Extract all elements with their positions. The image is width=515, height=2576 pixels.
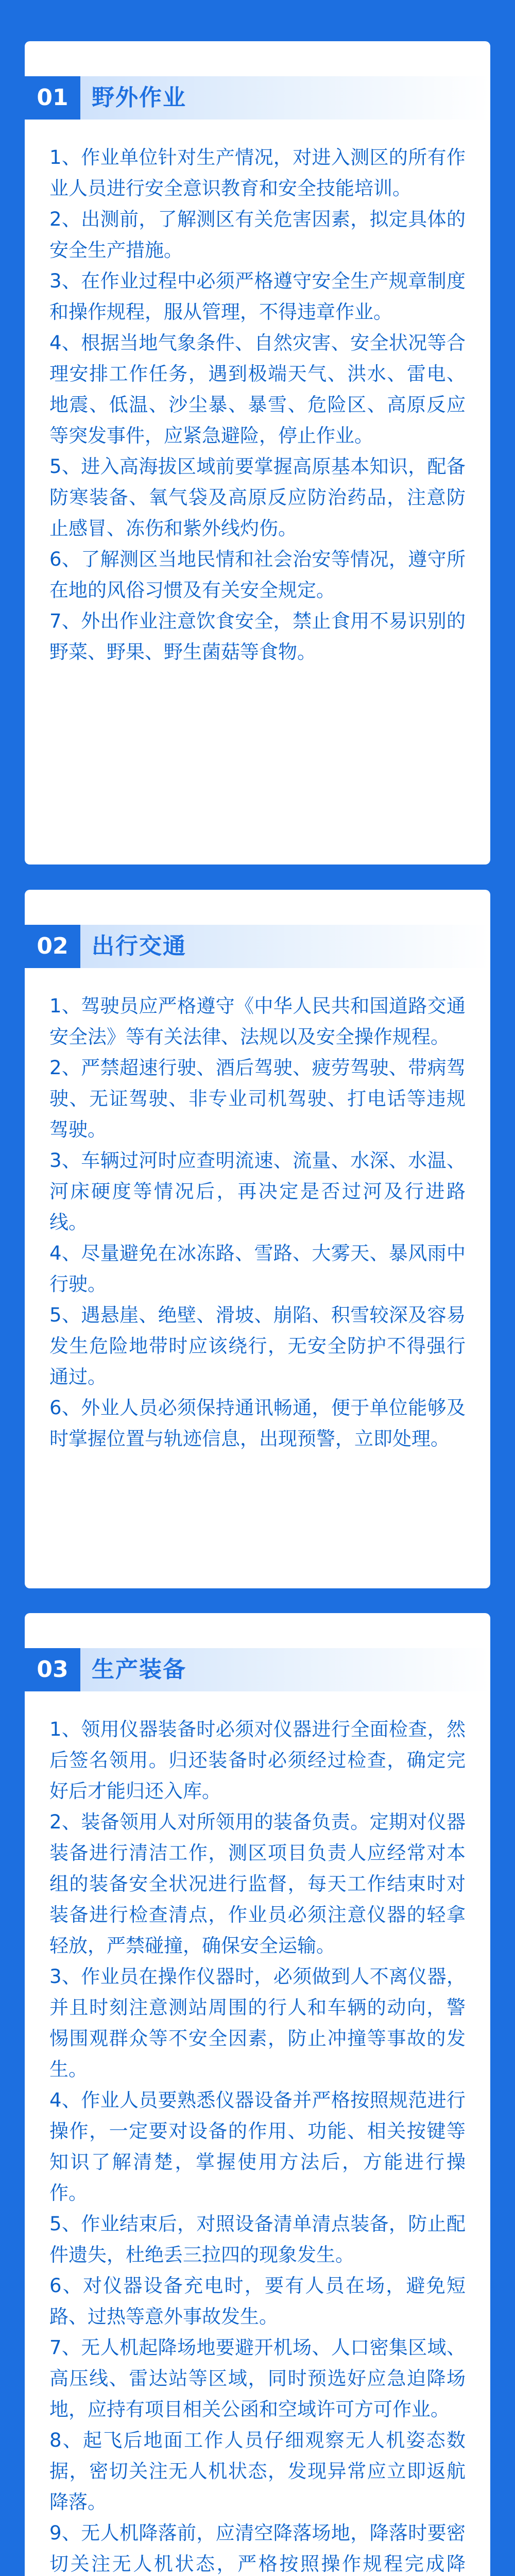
section-item-list [49,1714,466,2576]
section-item-list [49,142,466,668]
list-item: 9、无人机降落前，应清空降落场地，降落时要密切关注无人机状态，严格按照操作规程完成降 [49,2522,466,2575]
list-item: 8、起飞后地面工作人员仔细观察无人机姿态数据，密切关注无人机状态，发现异常应立即返航降落。 [49,2429,466,2513]
section-title: 出行交通 [92,933,186,959]
list-item: 3、作业员在操作仪器时，必须做到人不离仪器，并且时刻注意测站周围的行人和车辆的动向，警惕围观群众等不安全因素，防止冲撞等事故的发生。 [49,1965,466,2080]
list-item: 6、对仪器设备充电时，要有人员在场，避免短路、过热等意外事故发生。 [49,2275,466,2328]
list-item: 5、遇悬崖、绝壁、滑坡、崩陷、积雪较深及容易发生危险地带时应该绕行，无安全防护不得强行通过。 [49,1304,466,1388]
list-item: 3、在作业过程中必须严格遵守安全生产规章制度和操作规程，服从管理，不得违章作业。 [49,270,466,323]
section-title: 生产装备 [92,1656,186,1683]
list-item: 1、驾驶员应严格遵守《中华人民共和国道路交通安全法》等有关法律、法规以及安全操作规程。 [49,995,466,1048]
list-item: 1、领用仪器装备时必须对仪器进行全面检查，然后签名领用。归还装备时必须经过检查，确定完好后才能归还入库。 [49,1718,466,1802]
section-card-field-work [25,41,490,865]
section-card-equipment [25,1613,490,2576]
list-item: 5、作业结束后，对照设备清单清点装备，防止配件遗失，杜绝丢三拉四的现象发生。 [49,2213,466,2266]
section-title-bar [80,76,490,120]
list-item: 4、作业人员要熟悉仪器设备并严格按照规范进行操作，一定要对设备的作用、功能、相关按键等知识了解清楚，掌握使用方法后，方能进行操作。 [49,2089,466,2204]
list-item: 6、了解测区当地民情和社会治安等情况，遵守所在地的风俗习惯及有关安全规定。 [49,548,466,601]
list-item: 1、作业单位针对生产情况，对进入测区的所有作业人员进行安全意识教育和安全技能培训。 [49,146,466,199]
list-item: 7、外出作业注意饮食安全，禁止食用不易识别的野菜、野果、野生菌菇等食物。 [49,610,466,663]
section-number-badge: 03 [25,1648,80,1691]
list-item: 7、无人机起降场地要避开机场、人口密集区域、高压线、雷达站等区域，同时预选好应急迫降场地，应持有项目相关公函和空域许可方可作业。 [49,2336,466,2420]
list-item: 4、尽量避免在冰冻路、雪路、大雾天、暴风雨中行驶。 [49,1242,466,1295]
list-item: 3、车辆过河时应查明流速、流量、水深、水温、河床硬度等情况后，再决定是否过河及行进路线。 [49,1149,466,1233]
section-number-badge: 02 [25,925,80,968]
section-title: 野外作业 [92,84,186,111]
section-header [25,1648,490,1691]
section-title-bar [80,1648,490,1691]
list-item: 2、出测前，了解测区有关危害因素，拟定具体的安全生产措施。 [49,208,466,261]
list-item: 4、根据当地气象条件、自然灾害、安全状况等合理安排工作任务，遇到极端天气、洪水、雷电、地震、低温、沙尘暴、暴雪、危险区、高原反应等突发事件，应紧急避险，停止作业。 [49,332,466,447]
section-card-traffic [25,890,490,1588]
section-header [25,76,490,120]
section-number-badge: 01 [25,76,80,120]
list-item: 2、装备领用人对所领用的装备负责。定期对仪器装备进行清洁工作，测区项目负责人应经常对本组的装备安全状况进行监督，每天工作结束时对装备进行检查清点，作业员必须注意仪器的轻拿轻放，严禁碰撞，确保安全运输。 [49,1811,466,1957]
section-item-list [49,991,466,1454]
list-item: 5、进入高海拔区域前要掌握高原基本知识，配备防寒装备、氧气袋及高原反应防治药品，注意防止感冒、冻伤和紫外线灼伤。 [49,455,466,539]
section-header [25,925,490,968]
section-title-bar [80,925,490,968]
list-item: 6、外业人员必须保持通讯畅通，便于单位能够及时掌握位置与轨迹信息，出现预警，立即处理。 [49,1397,466,1450]
list-item: 2、严禁超速行驶、酒后驾驶、疲劳驾驶、带病驾驶、无证驾驶、非专业司机驾驶、打电话等违规驾驶。 [49,1057,466,1141]
